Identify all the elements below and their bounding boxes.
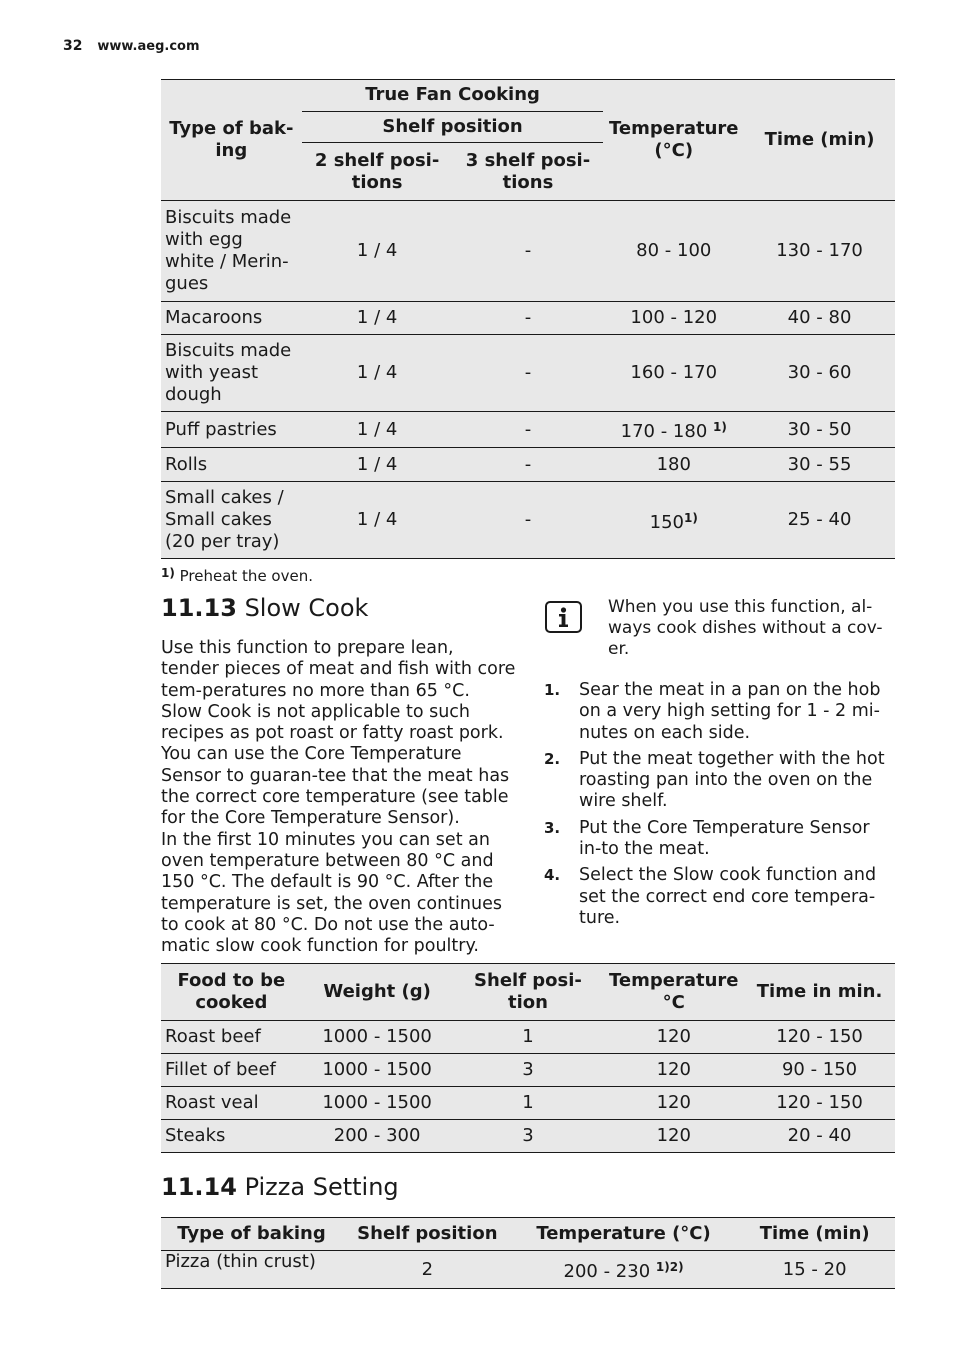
cell-time: 25 - 40 <box>744 482 895 559</box>
temp-value: 150 <box>649 511 685 533</box>
col-food: Food to be cooked <box>161 964 302 1021</box>
cell-time: 30 - 50 <box>744 412 895 448</box>
cell-two-shelf: 1 / 4 <box>302 201 453 302</box>
cell-three-shelf: - <box>453 201 604 302</box>
cell-food: Steaks <box>161 1120 302 1153</box>
section-number: 11.14 <box>161 1173 237 1201</box>
list-item <box>544 818 896 861</box>
cell-temp <box>603 335 744 412</box>
cell-temp <box>603 448 744 482</box>
col-type-of-baking: Type of baking <box>161 1218 342 1251</box>
table-row <box>161 1251 895 1289</box>
cell-type: Puff pastries <box>161 412 302 448</box>
cell-three-shelf: - <box>453 302 604 335</box>
slow-cook-table <box>161 963 895 1153</box>
cell-time: 90 - 150 <box>744 1054 895 1087</box>
step-text: Sear the meat in a pan on the hob on a very high setting for 1 - 2 mi-nutes on each side. <box>579 680 881 743</box>
table-header-row <box>161 964 895 1021</box>
table-row <box>161 412 895 448</box>
cell-temp <box>603 201 744 302</box>
col-temperature: Temperature °C <box>603 964 744 1021</box>
page-number: 32 <box>63 38 83 54</box>
col-temperature: Temperature (°C) <box>513 1218 735 1251</box>
col-3-shelf-positions: 3 shelf posi-tions <box>453 143 604 201</box>
cell-shelf: 1 <box>453 1021 604 1054</box>
step-number: 1. <box>544 681 561 699</box>
step-number: 2. <box>544 749 561 768</box>
table-row <box>161 201 895 302</box>
cell-time: 30 - 60 <box>744 335 895 412</box>
step-number: 3. <box>544 818 561 837</box>
slow-cook-description <box>161 638 516 957</box>
footnote-text: Preheat the oven. <box>179 567 313 585</box>
temp-value: 80 - 100 <box>636 240 712 261</box>
cell-temp: 120 <box>603 1054 744 1087</box>
col-type-of-baking: Type of bak-ing <box>161 80 302 201</box>
cell-temp <box>603 482 744 559</box>
section-number: 11.13 <box>161 594 237 622</box>
cell-two-shelf: 1 / 4 <box>302 335 453 412</box>
cell-shelf: 3 <box>453 1120 604 1153</box>
paragraph: In the first 10 minutes you can set an oven temperature between 80 °C and 150 °C. The default is 90 °C. After the temperature is set, the oven continues to cook at 80 °C. Do not use the auto-matic slow cook function for poultry. <box>161 829 502 957</box>
table-row <box>161 1120 895 1153</box>
cell-temp <box>603 302 744 335</box>
list-item <box>544 865 896 929</box>
cell-weight: 1000 - 1500 <box>302 1054 453 1087</box>
step-text: Select the Slow cook function and set the correct end core tempera-ture. <box>579 865 877 928</box>
temp-value: 200 - 230 <box>563 1261 656 1282</box>
cell-type: Pizza (thin crust) <box>161 1251 342 1289</box>
col-time: Time (min) <box>744 80 895 201</box>
footnote-mark: 1) <box>161 566 175 580</box>
table-row <box>161 1021 895 1054</box>
pizza-table <box>161 1217 895 1289</box>
cell-type: Small cakes / Small cakes (20 per tray) <box>161 482 302 559</box>
cell-shelf: 1 <box>453 1087 604 1120</box>
cell-type: Biscuits made with yeast dough <box>161 335 302 412</box>
col-temperature: Temperature (°C) <box>603 80 744 201</box>
temp-value: 100 - 120 <box>630 307 718 328</box>
cell-weight: 1000 - 1500 <box>302 1021 453 1054</box>
cell-temp <box>513 1251 735 1289</box>
list-item <box>544 680 896 744</box>
page-header <box>63 38 200 54</box>
cell-two-shelf: 1 / 4 <box>302 302 453 335</box>
cell-time: 40 - 80 <box>744 302 895 335</box>
cell-weight: 200 - 300 <box>302 1120 453 1153</box>
section-title: Pizza Setting <box>244 1173 399 1201</box>
cell-time: 30 - 55 <box>744 448 895 482</box>
cell-temp: 120 <box>603 1021 744 1054</box>
table-row <box>161 482 895 559</box>
cell-temp: 120 <box>603 1087 744 1120</box>
table-row <box>161 302 895 335</box>
cell-type: Biscuits made with egg white / Merin-gues <box>161 201 302 302</box>
cell-three-shelf: - <box>453 412 604 448</box>
cell-three-shelf: - <box>453 448 604 482</box>
col-time: Time (min) <box>734 1218 895 1251</box>
section-heading-slow-cook <box>161 594 368 622</box>
list-item <box>544 749 896 813</box>
step-list <box>544 680 896 934</box>
cell-three-shelf: - <box>453 482 604 559</box>
cell-time: 120 - 150 <box>744 1021 895 1054</box>
table-header-row <box>161 1218 895 1251</box>
col-shelf-position: Shelf position <box>342 1218 513 1251</box>
col-weight: Weight (g) <box>302 964 453 1021</box>
footnote-ref: 1)2) <box>655 1260 684 1274</box>
temp-value: 180 <box>656 453 691 475</box>
site-url[interactable]: www.aeg.com <box>97 39 200 54</box>
table-row <box>161 1054 895 1087</box>
cell-shelf: 2 <box>342 1251 513 1289</box>
cell-type: Rolls <box>161 448 302 482</box>
cell-temp <box>603 412 744 448</box>
baking-table <box>161 79 895 559</box>
col-shelf-position: Shelf posi-tion <box>453 964 604 1021</box>
cell-time: 120 - 150 <box>744 1087 895 1120</box>
cell-time: 130 - 170 <box>744 201 895 302</box>
cell-two-shelf: 1 / 4 <box>302 482 453 559</box>
step-text: Put the meat together with the hot roasting pan into the oven on the wire shelf. <box>579 748 885 812</box>
step-number: 4. <box>544 866 561 885</box>
temp-value: 160 - 170 <box>630 362 718 383</box>
cell-food: Roast veal <box>161 1087 302 1120</box>
cell-food: Roast beef <box>161 1021 302 1054</box>
col-true-fan-cooking: True Fan Cooking <box>302 80 604 112</box>
info-icon <box>545 601 582 633</box>
table-row <box>161 448 895 482</box>
section-heading-pizza <box>161 1173 399 1201</box>
cell-three-shelf: - <box>453 335 604 412</box>
cell-food: Fillet of beef <box>161 1054 302 1087</box>
cell-time: 20 - 40 <box>744 1120 895 1153</box>
cell-type: Macaroons <box>161 302 302 335</box>
footnote-ref: 1) <box>713 420 727 434</box>
cell-two-shelf: 1 / 4 <box>302 412 453 448</box>
temp-value: 170 - 180 <box>620 421 714 442</box>
step-text: Put the Core Temperature Sensor in-to the meat. <box>579 817 870 860</box>
paragraph: Use this function to prepare lean, tender pieces of meat and fish with core tem-peratures no more than 65 °C. Slow Cook is not applicable to such recipes as pot roast or fatty roast pork. You can use the Core Temperature Sensor to guaran-tee that the meat has the correct core temperature (see table for the Core Temperature Sensor). <box>161 638 516 829</box>
col-shelf-position: Shelf position <box>302 111 604 143</box>
col-2-shelf-positions: 2 shelf posi-tions <box>302 143 453 201</box>
table-footnote <box>161 566 313 585</box>
cell-shelf: 3 <box>453 1054 604 1087</box>
table-row <box>161 335 895 412</box>
info-note: When you use this function, al-ways cook dishes without a cov-er. <box>608 597 883 659</box>
footnote-ref: 1) <box>684 510 698 525</box>
table-row <box>161 1087 895 1120</box>
cell-time: 15 - 20 <box>734 1251 895 1289</box>
cell-two-shelf: 1 / 4 <box>302 448 453 482</box>
col-time: Time in min. <box>744 964 895 1021</box>
cell-weight: 1000 - 1500 <box>302 1087 453 1120</box>
section-title: Slow Cook <box>244 594 369 622</box>
cell-temp: 120 <box>603 1120 744 1153</box>
